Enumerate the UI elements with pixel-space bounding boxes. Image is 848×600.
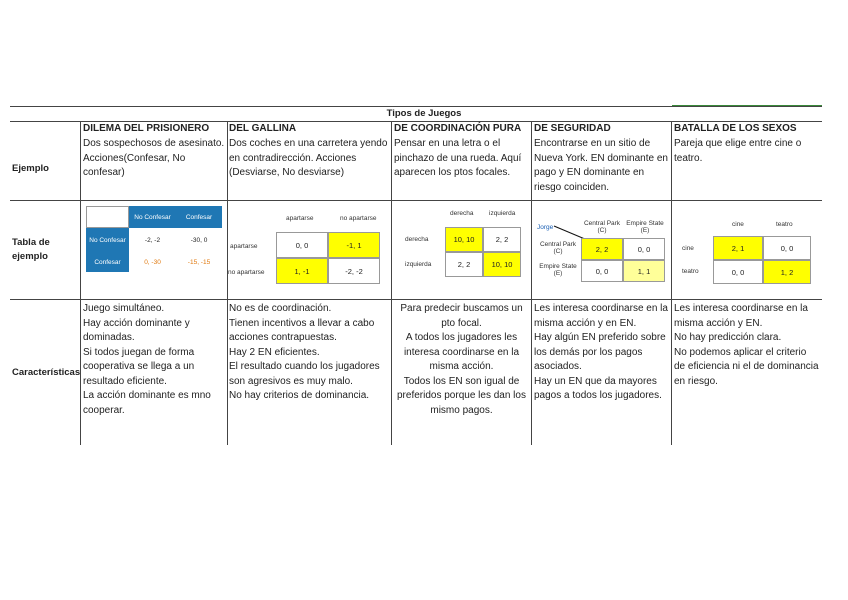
row-header: cine	[682, 245, 694, 252]
heading-coordinacion-pura: DE COORDINACIÓN PURA	[394, 123, 522, 134]
payoff-cell: -2, -2	[328, 258, 380, 284]
heading-batalla-sexos: BATALLA DE LOS SEXOS	[674, 123, 797, 134]
example-coordinacion: Pensar en una letra o el pinchazo de una rueda. Aquí aparecen los ptos focales.	[394, 138, 522, 178]
row-divider-1	[10, 200, 822, 201]
payoff-cell: 0, 0	[763, 236, 811, 260]
payoff-cell: -1, 1	[328, 232, 380, 258]
payoff-cell: 2, 2	[581, 238, 623, 260]
row-label-tabla: Tabla de ejemplo	[12, 237, 50, 262]
characteristics-prisionero: Juego simultáneo. Hay acción dominante y dominadas. Si todos juegan de forma cooperativa se llega a un resultado eficiente. La acción dominante es mno cooperar.	[83, 303, 211, 416]
payoff-cell: 0, 0	[713, 260, 763, 284]
col-header: no apartarse	[340, 215, 377, 222]
characteristics-coordinacion: Para predecir buscamos un pto focal. A todos los jugadores les interesa coordinarse en la misma acción. Todos los EN son igual de preferidos porque les dan los mismo pagos.	[397, 303, 526, 416]
col-header: apartarse	[286, 215, 314, 222]
col-header: No Confesar	[129, 206, 176, 228]
row-header: teatro	[682, 268, 699, 275]
payoff-cell: 0, 0	[276, 232, 328, 258]
col-header: Confesar	[176, 206, 222, 228]
payoff-cell: 1, 1	[623, 260, 665, 282]
col-header: Central Park (C)	[583, 220, 621, 234]
row-header: No Confesar	[86, 228, 129, 252]
heading-seguridad: DE SEGURIDAD	[534, 123, 611, 134]
col-divider-2	[391, 121, 392, 445]
payoff-cell: 1, 2	[763, 260, 811, 284]
header-border	[10, 121, 822, 122]
matrix-corner	[86, 206, 129, 228]
row-header: derecha	[405, 236, 429, 243]
col-divider-0	[80, 121, 81, 445]
payoff-cell: 0, 0	[581, 260, 623, 282]
payoff-cell: 1, -1	[276, 258, 328, 284]
example-sexos: Pareja que elige entre cine o teatro.	[674, 138, 802, 164]
characteristics-sexos: Les interesa coordinarse en la misma acción y EN. No hay predicción clara. No podemos aplicar el criterio de eficiencia ni el de dominancia en riesgo.	[674, 303, 819, 387]
characteristics-gallina: No es de coordinación. Tienen incentivos a llevar a cabo acciones contrapuestas. Hay 2 EN eficientes. El resultado cuando los jugadores son agresivos es muy malo. No hay criterios de dominancia.	[229, 303, 380, 401]
col-header: teatro	[776, 221, 793, 228]
row-header: Empire State (E)	[539, 263, 577, 277]
payoff-cell: 2, 2	[483, 227, 521, 252]
row-divider-2	[10, 299, 822, 300]
example-prisionero: Dos sospechosos de asesinato. Acciones(Confesar, No confesar)	[83, 138, 225, 178]
payoff-cell: 0, -30	[144, 258, 161, 266]
payoff-cell: -15, -15	[187, 258, 211, 266]
payoff-cell: -30, 0	[190, 236, 208, 244]
col-header: derecha	[450, 210, 474, 217]
row-header: Central Park (C)	[539, 241, 577, 255]
col-header: izquierda	[489, 210, 516, 217]
table-title: Tipos de Juegos	[386, 108, 462, 119]
payoff-cell: 0, 0	[623, 238, 665, 260]
row-header: izquierda	[405, 261, 432, 268]
col-header: Empire State (E)	[626, 220, 664, 234]
example-seguridad: Encontrarse en un sitio de Nueva York. EN dominante en pago y EN dominante en riesgo coinciden.	[534, 138, 668, 193]
row-header: Confesar	[86, 252, 129, 272]
player-label: Jorge	[537, 224, 554, 231]
characteristics-seguridad: Les interesa coordinarse en la misma acción y en EN. Hay algún EN preferido sobre los demás por los pagos asociados. Hay un EN que da mayores pagos a todos los jugadores.	[534, 303, 668, 401]
col-divider-4	[671, 121, 672, 445]
row-header: no apartarse	[228, 269, 265, 276]
col-divider-1	[227, 121, 228, 445]
heading-dilema-prisionero: DILEMA DEL PRISIONERO	[83, 123, 210, 134]
row-header: apartarse	[230, 243, 258, 250]
heading-gallina: DEL GALLINA	[229, 123, 297, 134]
payoff-cell: -2, -2	[144, 236, 161, 244]
example-gallina: Dos coches en una carretera yendo en contradirección. Acciones (Desviarse, No desviarse)	[229, 138, 388, 178]
col-divider-3	[531, 121, 532, 445]
payoff-cell: 10, 10	[483, 252, 521, 277]
payoff-cell: 10, 10	[445, 227, 483, 252]
table-top-border	[10, 106, 822, 107]
payoff-cell: 2, 2	[445, 252, 483, 277]
col-header: cine	[732, 221, 744, 228]
row-label-caracteristicas: Características	[12, 367, 81, 378]
payoff-cell: 2, 1	[713, 236, 763, 260]
row-label-ejemplo: Ejemplo	[12, 163, 49, 174]
